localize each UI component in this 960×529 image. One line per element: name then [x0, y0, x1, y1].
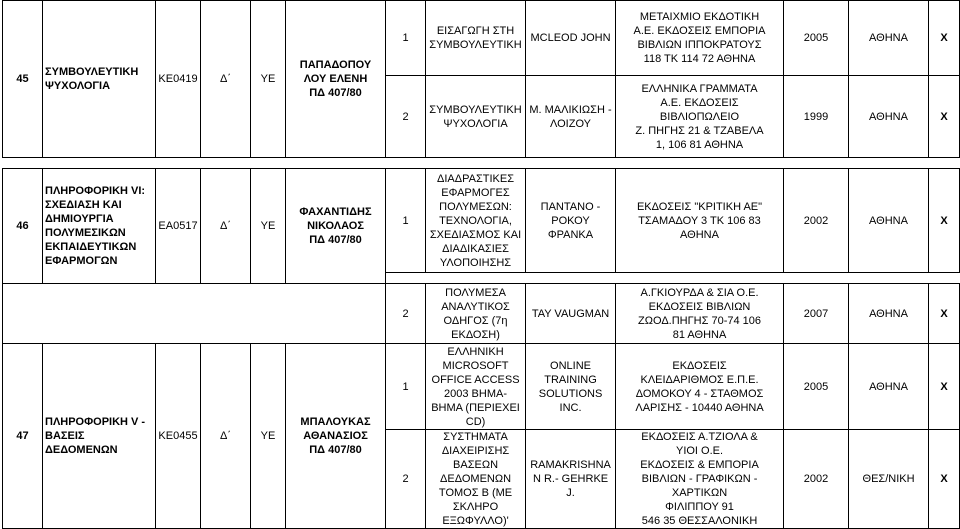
book-city: ΘΕΣ/ΝΙΚΗ — [849, 430, 929, 529]
course-book-table — [2, 0, 960, 284]
book-year: 1999 — [784, 76, 849, 158]
course-number: 47 — [3, 344, 43, 529]
course-code: ΕΑ0517 — [156, 169, 201, 284]
book-year: 2002 — [784, 430, 849, 529]
book-mark: Χ — [929, 169, 960, 273]
book-mark: Χ — [929, 344, 960, 430]
book-author: ΠΑΝΤΑΝΟ - ΡΟΚΟΥ ΦΡΑΝΚΑ — [526, 169, 616, 273]
book-year: 2005 — [784, 344, 849, 430]
book-city: ΑΘΗΝΑ — [849, 1, 929, 76]
book-title: ΕΛΛΗΝΙΚΗ MICROSOFT OFFICE ACCESS 2003 ΒΗΜΑ- ΒΗΜΑ (ΠΕΡΙΕΧΕΙ CD) — [426, 344, 526, 430]
course-type: ΥΕ — [251, 344, 286, 529]
course-title: ΣΥΜΒΟΥΛΕΥΤΙΚΗ ΨΥΧΟΛΟΓΙΑ — [43, 1, 156, 158]
book-index: 1 — [386, 1, 426, 76]
book-title: ΠΟΛΥΜΕΣΑ ΑΝΑΛΥΤΙΚΟΣ ΟΔΗΓΟΣ (7η ΕΚΔΟΣΗ) — [426, 284, 526, 344]
book-author: Μ. ΜΑΛΙΚΙΩΣΗ - ΛΟΙΖΟΥ — [526, 76, 616, 158]
book-city: ΑΘΗΝΑ — [849, 344, 929, 430]
course-title: ΠΛΗΡΟΦΟΡΙΚΗ V - ΒΑΣΕΙΣ ΔΕΔΟΜΕΝΩΝ — [43, 344, 156, 529]
book-publisher: Α.ΓΚΙΟΥΡΔΑ & ΣΙΑ Ο.Ε. ΕΚΔΟΣΕΙΣ ΒΙΒΛΙΩΝ ΖΩΟΔ.ΠΗΓΗΣ 70-74 106 81 ΑΘΗΝΑ — [616, 284, 784, 344]
book-index: 1 — [386, 169, 426, 273]
book-title: ΕΙΣΑΓΩΓΗ ΣΤΗ ΣΥΜΒΟΥΛΕΥΤΙΚΗ — [426, 1, 526, 76]
book-index: 2 — [386, 430, 426, 529]
book-publisher: ΕΛΛΗΝΙΚΑ ΓΡΑΜΜΑΤΑ Α.Ε. ΕΚΔΟΣΕΙΣ ΒΙΒΛΙΟΠΩΛΕΙΟ Ζ. ΠΗΓΗΣ 21 & ΤΖΑΒΕΛΑ 1, 106 81 ΑΘΗΝΑ — [616, 76, 784, 158]
course-code: ΚΕ0455 — [156, 344, 201, 529]
course-type: ΥΕ — [251, 1, 286, 158]
book-index: 2 — [386, 284, 426, 344]
table-row — [3, 169, 960, 273]
book-mark: Χ — [929, 430, 960, 529]
empty-cell — [3, 284, 386, 344]
book-author: MCLEOD JOHN — [526, 1, 616, 76]
professor: ΠΑΠΑΔΟΠΟΥ ΛΟΥ ΕΛΕΝΗ ΠΔ 407/80 — [286, 1, 386, 158]
table-row — [3, 344, 960, 430]
book-title: ΔΙΑΔΡΑΣΤΙΚΕΣ ΕΦΑΡΜΟΓΕΣ ΠΟΛΥΜΕΣΩΝ: ΤΕΧΝΟΛΟΓΙΑ, ΣΧΕΔΙΑΣΜΟΣ ΚΑΙ ΔΙΑΔΙΚΑΣΙΕΣ ΥΛΟΠΟΙΗΣΗΣ — [426, 169, 526, 273]
book-city: ΑΘΗΝΑ — [849, 284, 929, 344]
book-publisher: ΕΚΔΟΣΕΙΣ Α.ΤΖΙΟΛΑ & ΥΙΟΙ Ο.Ε. ΕΚΔΟΣΕΙΣ & ΕΜΠΟΡΙΑ ΒΙΒΛΙΩΝ - ΓΡΑΦΙΚΩΝ - ΧΑΡΤΙΚΩΝ ΦΙΛΙΠΠΟΥ 91 546 35 ΘΕΣΣΑΛΟΝΙΚΗ — [616, 430, 784, 529]
course-code: ΚΕ0419 — [156, 1, 201, 158]
book-year: 2007 — [784, 284, 849, 344]
professor: ΜΠΑΛΟΥΚΑΣ ΑΘΑΝΑΣΙΟΣ ΠΔ 407/80 — [286, 344, 386, 529]
book-year: 2005 — [784, 1, 849, 76]
row-spacer — [3, 158, 960, 169]
book-author: ONLINE TRAINING SOLUTIONS INC. — [526, 344, 616, 430]
book-author: TAY VAUGMAN — [526, 284, 616, 344]
book-city: ΑΘΗΝΑ — [849, 169, 929, 273]
book-publisher: ΜΕΤΑΙΧΜΙΟ ΕΚΔΟΤΙΚΗ Α.Ε. ΕΚΔΟΣΕΙΣ ΕΜΠΟΡΙΑ ΒΙΒΛΙΩΝ ΙΠΠΟΚΡΑΤΟΥΣ 118 ΤΚ 114 72 ΑΘΗΝΑ — [616, 1, 784, 76]
book-publisher: ΕΚΔΟΣΕΙΣ "ΚΡΙΤΙΚΗ ΑΕ" ΤΣΑΜΑΔΟΥ 3 ΤΚ 106 83 ΑΘΗΝΑ — [616, 169, 784, 273]
course-number: 45 — [3, 1, 43, 158]
book-author: RAMAKRISHNA N R.- GEHRKE J. — [526, 430, 616, 529]
book-year: 2002 — [784, 169, 849, 273]
book-publisher: ΕΚΔΟΣΕΙΣ ΚΛΕΙΔΑΡΙΘΜΟΣ Ε.Π.Ε. ΔΟΜΟΚΟΥ 4 - ΣΤΑΘΜΟΣ ΛΑΡΙΣΗΣ - 10440 ΑΘΗΝΑ — [616, 344, 784, 430]
book-mark: Χ — [929, 76, 960, 158]
course-type: ΥΕ — [251, 169, 286, 284]
book-index: 1 — [386, 344, 426, 430]
book-mark: Χ — [929, 284, 960, 344]
book-city: ΑΘΗΝΑ — [849, 76, 929, 158]
semester: Δ΄ — [201, 1, 251, 158]
table-row — [3, 284, 960, 344]
table-row — [3, 1, 960, 76]
course-title: ΠΛΗΡΟΦΟΡΙΚΗ VI: ΣΧΕΔΙΑΣΗ ΚΑΙ ΔΗΜΙΟΥΡΓΙΑ ΠΟΛΥΜΕΣΙΚΩΝ ΕΚΠΑΙΔΕΥΤΙΚΩΝ ΕΦΑΡΜΟΓΩΝ — [43, 169, 156, 284]
semester: Δ΄ — [201, 344, 251, 529]
course-number: 46 — [3, 169, 43, 284]
book-title: ΣΥΣΤΗΜΑΤΑ ΔΙΑΧΕΙΡΙΣΗΣ ΒΑΣΕΩΝ ΔΕΔΟΜΕΝΩΝ ΤΟΜΟΣ Β (ΜΕ ΣΚΛΗΡΟ ΕΞΩΦΥΛΛΟ)' — [426, 430, 526, 529]
course-book-table-continued — [2, 283, 960, 529]
professor: ΦΑΧΑΝΤΙΔΗΣ ΝΙΚΟΛΑΟΣ ΠΔ 407/80 — [286, 169, 386, 284]
semester: Δ΄ — [201, 169, 251, 284]
book-title: ΣΥΜΒΟΥΛΕΥΤΙΚΗ ΨΥΧΟΛΟΓΙΑ — [426, 76, 526, 158]
book-mark: Χ — [929, 1, 960, 76]
book-index: 2 — [386, 76, 426, 158]
